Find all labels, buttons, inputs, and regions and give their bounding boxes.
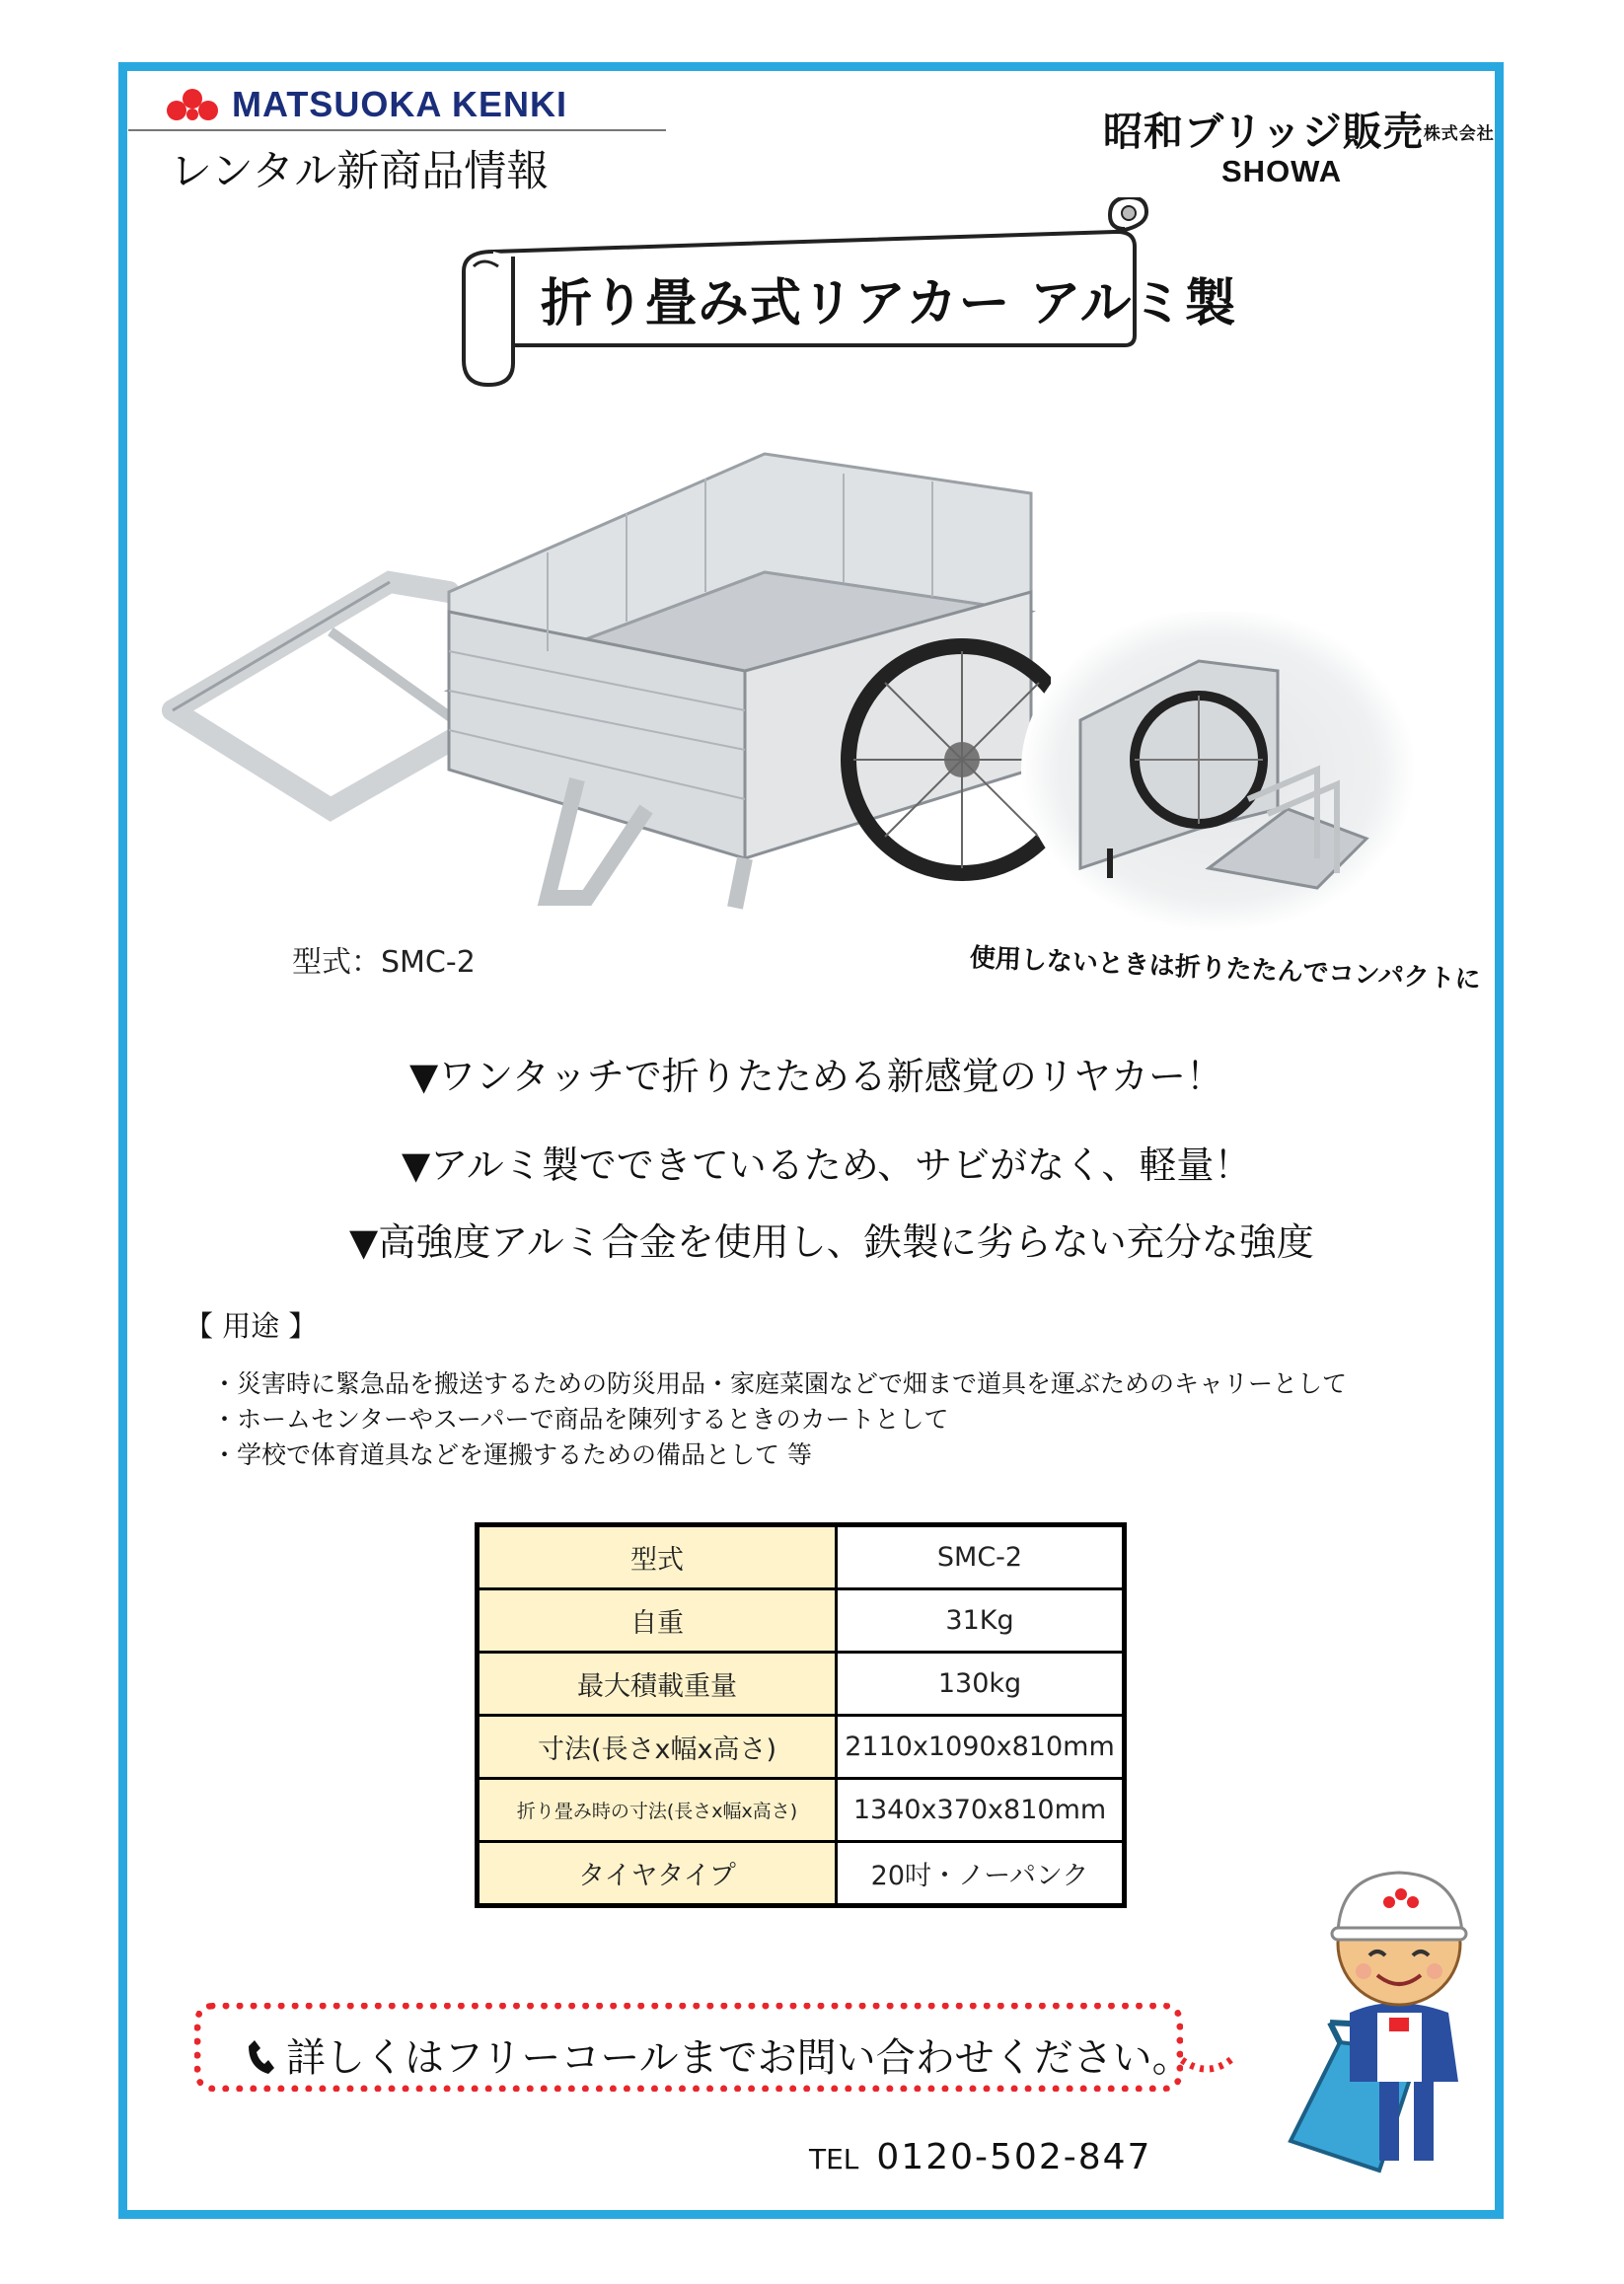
spec-label: 最大積載重量 [478,1653,837,1716]
spec-value: 31Kg [837,1589,1125,1653]
feature-1: ▼ワンタッチで折りたためる新感覚のリヤカー！ [409,1055,1223,1098]
worker-mascot-image [1261,1845,1527,2200]
list-item: ・ホームセンターやスーパーで商品を陳列するときのカートとして [212,1405,949,1434]
feature-2: ▼アルミ製でできているため、サビがなく、軽量！ [402,1143,1252,1187]
model-caption: 型式：SMC-2 [292,945,476,980]
spec-table [475,1522,1127,1908]
phone-icon [245,2036,274,2076]
folded-cart-image [1021,612,1436,947]
showa-kabushiki: 株式会社 [1423,124,1495,144]
spec-value: SMC-2 [837,1525,1125,1589]
spec-label: 折り畳み時の寸法(長さx幅x高さ) [478,1779,837,1842]
tel-label: TEL [809,2143,859,2175]
table-row [478,1653,1125,1716]
table-row [478,1842,1125,1906]
table-row [478,1716,1125,1779]
spec-label: 自重 [478,1589,837,1653]
table-row [478,1589,1125,1653]
list-item: ・災害時に緊急品を搬送するための防災用品・家庭菜園などで畑まで道具を運ぶためのキャリーとして [212,1369,1348,1398]
uses-heading: 【 用途 】 [185,1309,318,1343]
spec-value: 2110x1090x810mm [837,1716,1125,1779]
list-item: ・学校で体育道具などを運搬するための備品として 等 [212,1440,812,1469]
spec-label: 寸法(長さx幅x高さ) [478,1716,837,1779]
showa-logo-en: SHOWA [1221,154,1343,188]
banner-title: 折り畳み式リアカー アルミ製 [541,274,1237,333]
rental-title: レンタル新商品情報 [170,147,550,196]
spec-label: 型式 [478,1525,837,1589]
tel-line [809,2137,1151,2177]
feature-3: ▼高強度アルミ合金を使用し、鉄製に劣らない充分な強度 [349,1220,1314,1264]
spec-label: タイヤタイプ [478,1842,837,1906]
table-row [478,1779,1125,1842]
logo-text: MATSUOKA KENKI [232,84,567,124]
showa-name: 昭和ブリッジ販売 [1103,110,1424,155]
matsuoka-logo [163,85,567,124]
spec-value: 1340x370x810mm [837,1779,1125,1842]
cherry-logo-icon [163,85,222,124]
spec-value: 20吋・ノーパンク [837,1842,1125,1906]
uses-list [212,1366,1347,1473]
callout-text: 詳しくはフリーコールまでお問い合わせください。 [286,2035,1192,2081]
folded-caption: 使用しないときは折りたたんでコンパクトに [969,943,1482,995]
tel-number[interactable]: 0120-502-847 [876,2137,1152,2177]
header-divider [128,129,666,131]
table-row [478,1525,1125,1589]
spec-value: 130kg [837,1653,1125,1716]
showa-logo-jp [1103,101,1495,157]
aluminum-cart-image [153,434,1051,918]
